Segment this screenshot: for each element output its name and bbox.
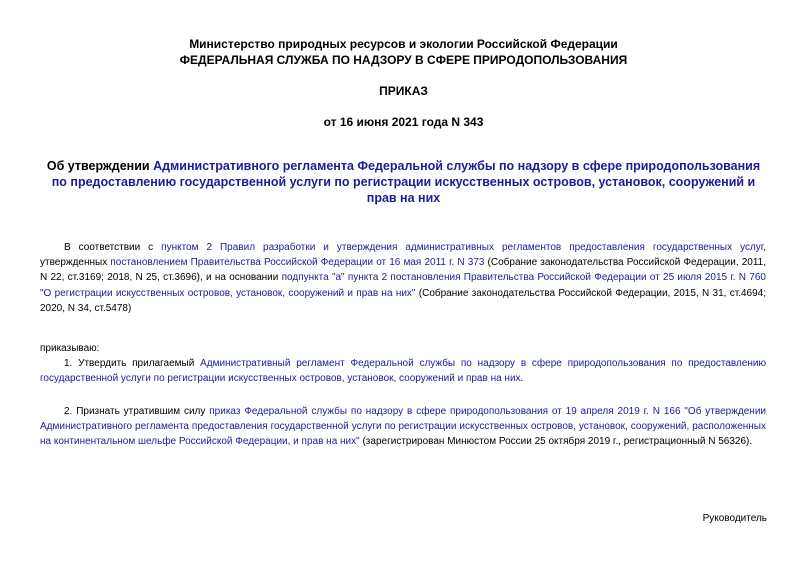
preamble-text-3: (Собрание законодательства Российской Федерации, 2011, N 22, ст.3169; 2018, N 25, ст.3696), и на основании (40, 257, 766, 284)
approved-regulation-link[interactable]: Административный регламент Федеральной службы по надзору в сфере природопользования по предоставлению государственной услуги по регистрации искусственных островов, установок, сооружений и прав на них (40, 358, 766, 385)
document-title (40, 158, 767, 206)
preamble-text-2: , утвержденных (40, 242, 767, 269)
service-name: ФЕДЕРАЛЬНАЯ СЛУЖБА ПО НАДЗОРУ В СФЕРЕ ПРИРОДОПОЛЬЗОВАНИЯ (179, 53, 628, 67)
item2-text-1: 2. Признать утратившим силу (64, 406, 210, 417)
government-resolution-373-link[interactable]: постановлением Правительства Российской Федерации от 16 мая 2011 г. N 373 (110, 257, 485, 269)
item1-text-2: . (520, 373, 524, 385)
title-regulation-link[interactable]: Административного регламента Федеральной службы по надзору в сфере природопользования по предоставлению государственной услуги по регистрации искусственных островов, установок, сооружений и прав на них (51, 159, 761, 205)
preamble-text-1: В соответствии с (64, 242, 162, 253)
title-prefix: Об утверждении (46, 159, 154, 173)
rules-development-link[interactable]: пунктом 2 Правил разработки и утверждения административных регламентов предоставления государственных услуг (161, 242, 764, 253)
document-type: ПРИКАЗ (379, 84, 428, 98)
preamble-text-4: (Собрание законодательства Российской Федерации, 2015, N 31, ст.4694; 2020, N 34, ст.5478) (40, 287, 767, 314)
signature-role: Руководитель (702, 513, 767, 524)
item2-text-2: (зарегистрирован Минюстом России 25 октября 2019 г., регистрационный N 56326). (359, 436, 753, 448)
order-item-2 (40, 404, 766, 450)
item1-text-1: 1. Утвердить прилагаемый (64, 358, 201, 369)
document-date: от 16 июня 2021 года N 343 (323, 115, 484, 129)
resolution-760-link[interactable]: подпункта "а" пункта 2 постановления Правительства Российской Федерации от 25 июля 2015 г. N 760 "О регистрации искусственных островов, установок, сооружений и прав на них" (40, 272, 766, 299)
ministry-name: Министерство природных ресурсов и экологии Российской Федерации (189, 37, 618, 51)
preamble-paragraph (40, 240, 766, 316)
repealed-order-166-link[interactable]: приказ Федеральной службы по надзору в сфере природопользования от 19 апреля 2019 г. N 166 "Об утверждении Административного регламента предоставления государственной услуги по регистрации искусственных островов, установок, сооружений, расположенных на континентальном шельфе Российской Федерации, и прав на них" (40, 406, 766, 448)
order-word: приказываю: (40, 343, 100, 354)
order-item-1 (40, 356, 766, 386)
